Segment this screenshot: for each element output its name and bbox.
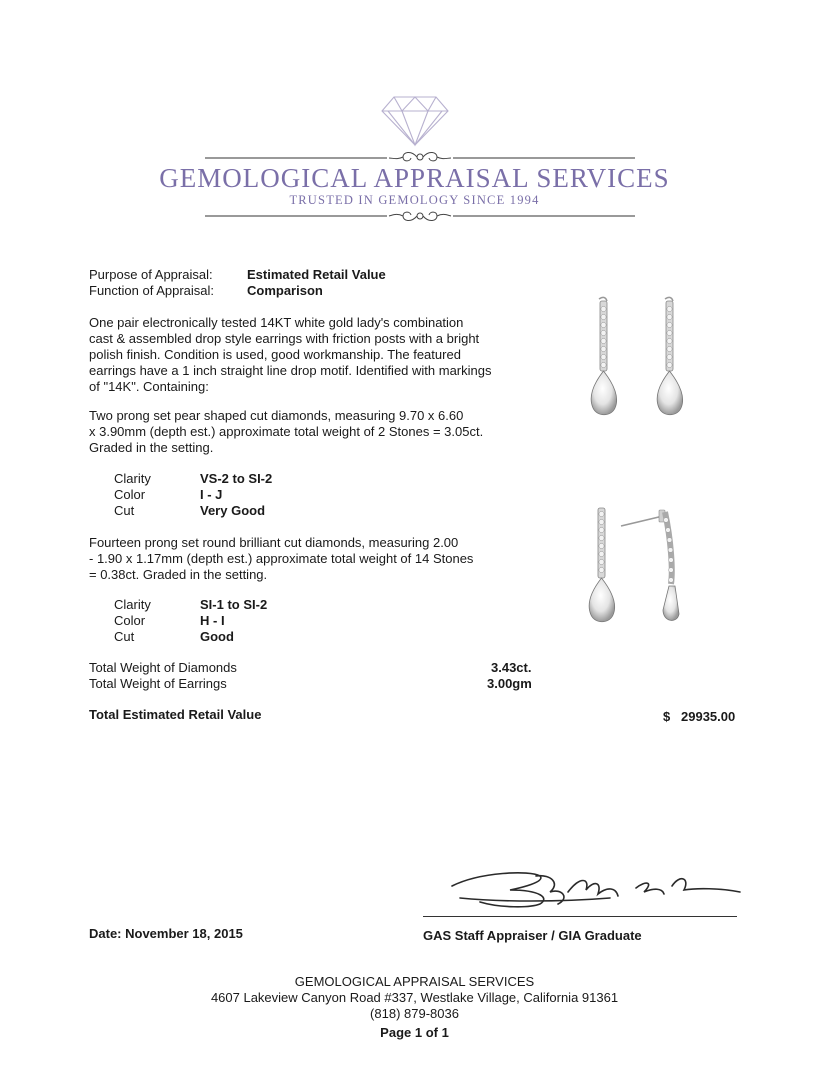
stones2-line: = 0.38ct. Graded in the setting.	[89, 567, 268, 582]
earring-right	[657, 297, 683, 414]
grade-value-clarity: VS-2 to SI-2	[200, 471, 273, 486]
purpose-value: Estimated Retail Value	[247, 267, 386, 282]
stones2-line: - 1.90 x 1.17mm (depth est.) approximate total weight of 14 Stones	[89, 551, 474, 566]
bottom-ornament-divider	[205, 207, 635, 225]
grade-value-cut: Good	[200, 629, 234, 644]
total-diamonds-label: Total Weight of Diamonds	[89, 660, 237, 675]
round-diamonds-description	[89, 535, 519, 583]
grade-value-cut: Very Good	[200, 503, 266, 518]
pear-diamonds-description	[89, 408, 519, 456]
grade-label-clarity: Clarity	[114, 597, 151, 612]
company-logo-title: GEMOLOGICAL APPRAISAL SERVICES	[159, 163, 670, 193]
earring-left-front	[589, 508, 615, 622]
stones2-line: Fourteen prong set round brilliant cut diamonds, measuring 2.00	[89, 535, 459, 550]
total-diamonds-value: 3.43ct.	[491, 660, 532, 675]
grade-label-cut: Cut	[114, 503, 135, 518]
total-earrings-label: Total Weight of Earrings	[89, 676, 227, 691]
description-line: of "14K". Containing:	[89, 379, 209, 394]
footer-address: 4607 Lakeview Canyon Road #337, Westlake Village, California 91361	[210, 990, 619, 1005]
function-label: Function of Appraisal:	[89, 283, 215, 298]
stones1-line: Two prong set pear shaped cut diamonds, measuring 9.70 x 6.60	[89, 408, 464, 423]
grade-label-clarity: Clarity	[114, 471, 151, 486]
grade-value-color: I - J	[200, 487, 223, 502]
footer-phone: (818) 879-8036	[370, 1006, 459, 1021]
signature-line	[423, 916, 737, 917]
footer-company: GEMOLOGICAL APPRAISAL SERVICES	[294, 974, 535, 989]
appraisal-date: Date: November 18, 2015	[89, 926, 243, 941]
earring-right-side	[621, 510, 679, 620]
grade-label-cut: Cut	[114, 629, 135, 644]
grade-value-clarity: SI-1 to SI-2	[200, 597, 268, 612]
total-earrings-value: 3.00gm	[487, 676, 532, 691]
purpose-label: Purpose of Appraisal:	[89, 267, 213, 282]
company-tagline: TRUSTED IN GEMOLOGY SINCE 1994	[289, 193, 540, 207]
appraiser-title: GAS Staff Appraiser / GIA Graduate	[423, 928, 642, 943]
description-line: earrings have a 1 inch straight line drop motif. Identified with markings	[89, 363, 492, 378]
page-number: Page 1 of 1	[380, 1025, 449, 1040]
description-line: cast & assembled drop style earrings with friction posts with a bright	[89, 331, 480, 346]
earrings-front-photo	[585, 295, 705, 425]
appraiser-signature	[440, 858, 760, 918]
description-line: One pair electronically tested 14KT white gold lady's combination	[89, 315, 464, 330]
grade-value-color: H - I	[200, 613, 225, 628]
item-description	[89, 315, 519, 395]
total-retail-value: 29935.00	[681, 709, 736, 724]
grade-label-color: Color	[114, 487, 146, 502]
stones1-line: x 3.90mm (depth est.) approximate total weight of 2 Stones = 3.05ct.	[89, 424, 484, 439]
diamond-logo-icon	[380, 95, 450, 147]
function-value: Comparison	[247, 283, 323, 298]
earring-left	[591, 297, 617, 414]
grade-label-color: Color	[114, 613, 146, 628]
description-line: polish finish. Condition is used, good workmanship. The featured	[89, 347, 461, 362]
stones1-line: Graded in the setting.	[89, 440, 214, 455]
total-retail-label: Total Estimated Retail Value	[89, 707, 262, 722]
earrings-side-photo	[585, 500, 705, 630]
currency-symbol: $	[663, 709, 671, 724]
